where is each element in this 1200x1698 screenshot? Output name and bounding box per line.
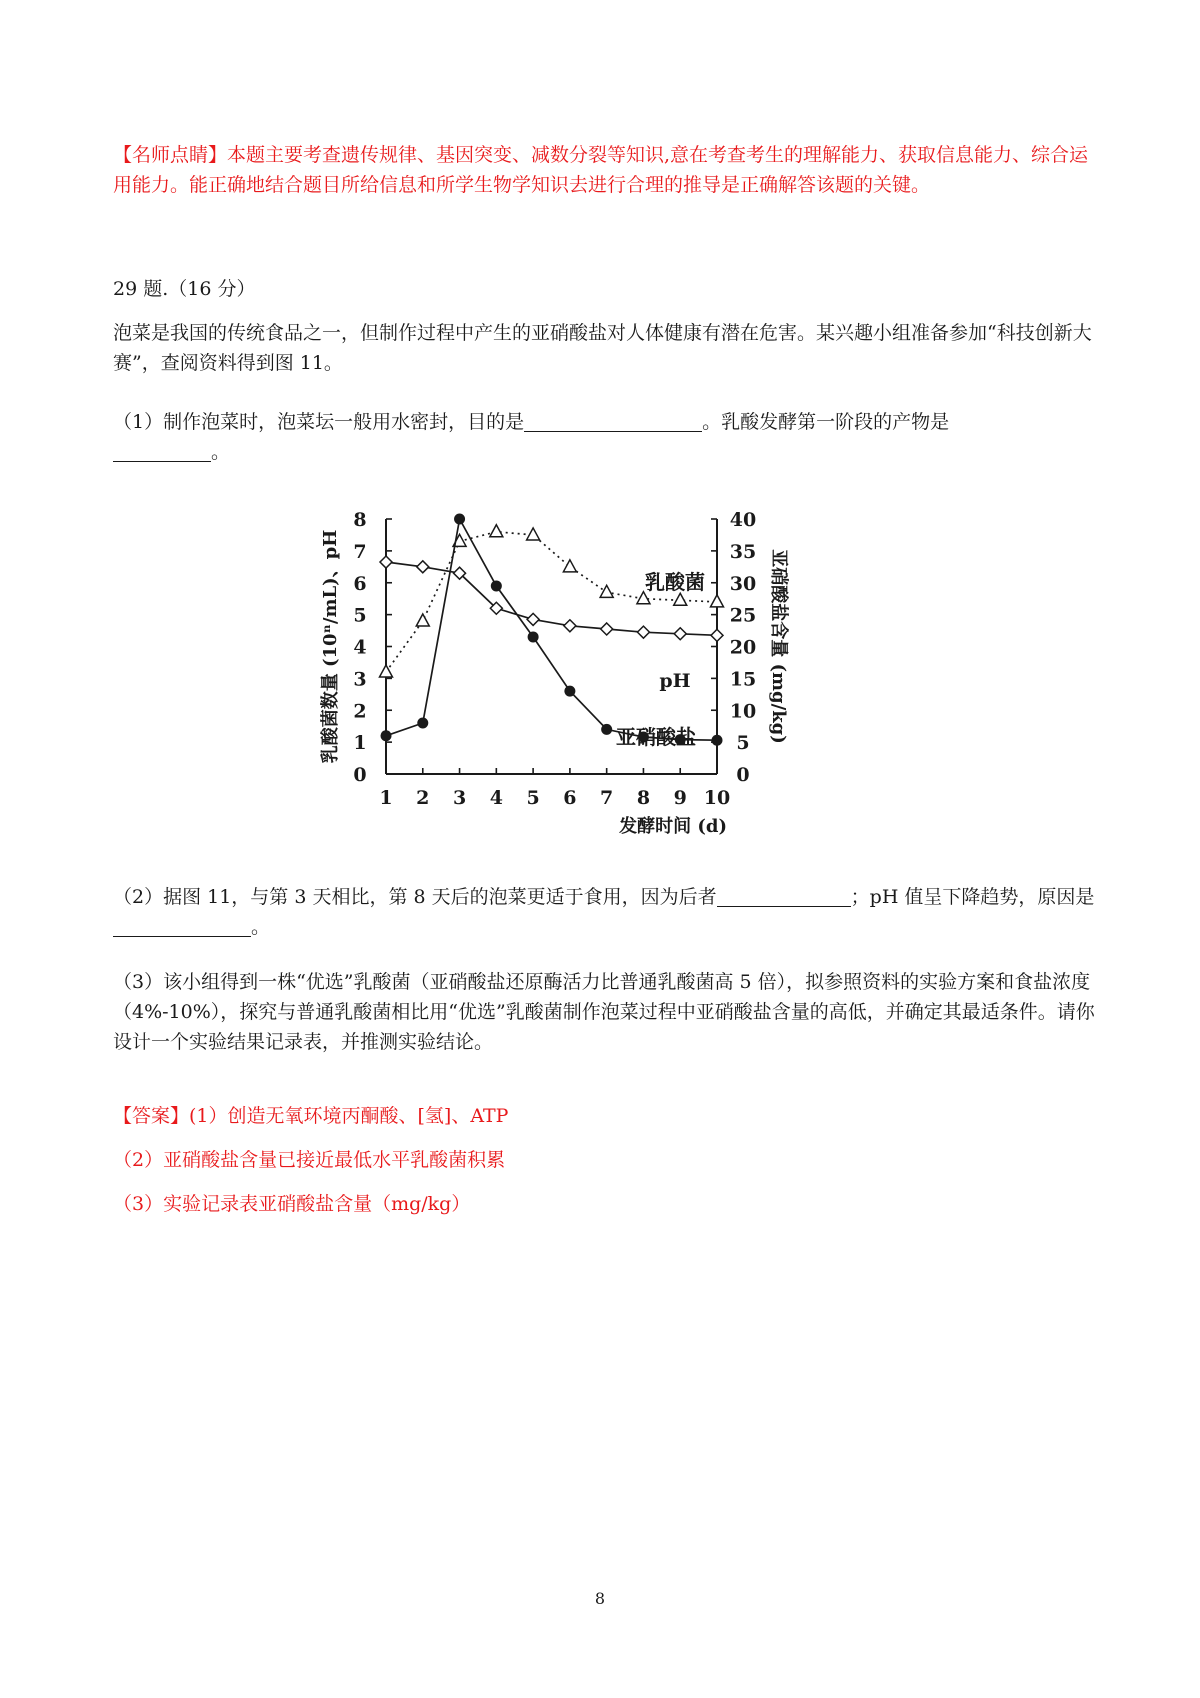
y-right-tick-label: 20 [729, 636, 757, 659]
q1-text-c: 。 [211, 441, 231, 463]
y-right-tick-label: 35 [729, 540, 757, 563]
point-pH [711, 629, 723, 641]
y-right-tick-label: 40 [729, 509, 757, 531]
q2-blank-1 [717, 886, 851, 907]
question-3: （3）该小组得到一株“优选”乳酸菌（亚硝酸盐还原酶活力比普通乳酸菌高 5 倍），拟参照资料的实验方案和食盐浓度（4%-10%），探究与普通乳酸菌相比用“优选”乳酸菌制作泡菜过程中亚硝酸盐含量的高低，并确定其最适条件。请你设计一个实验结果记录表，并推测实验结论。 [113, 971, 1095, 1053]
x-tick-label: 3 [452, 787, 467, 809]
answer-2: （2）亚硝酸盐含量已接近最低水平乳酸菌积累 [113, 1149, 506, 1171]
q2-text-b: ；pH 值呈下降趋势，原因是 [850, 886, 1095, 908]
x-tick-label: 4 [489, 787, 503, 809]
point-亚硝酸盐 [491, 580, 502, 591]
x-tick-label: 5 [526, 787, 540, 809]
point-pH [601, 623, 613, 635]
point-pH [674, 628, 686, 640]
y-right-tick-label: 0 [736, 764, 750, 786]
point-pH [564, 620, 576, 632]
chart-svg [320, 509, 850, 937]
point-乳酸菌 [674, 593, 687, 605]
y-left-tick-label: 1 [353, 732, 367, 755]
y-axis-right-title: 亚硝酸盐含量 (mg/kg) [768, 549, 789, 744]
x-tick-label: 6 [563, 787, 577, 809]
x-tick-label: 1 [379, 787, 393, 809]
point-亚硝酸盐 [417, 718, 428, 729]
point-亚硝酸盐 [601, 724, 612, 735]
point-亚硝酸盐 [381, 730, 392, 741]
question-intro: 泡菜是我国的传统食品之一，但制作过程中产生的亚硝酸盐对人体健康有潜在危害。某兴趣小组准备参加“科技创新大赛”，查阅资料得到图 11。 [113, 322, 1092, 374]
x-tick-label: 10 [703, 787, 731, 809]
q2-text-a: （2）据图 11，与第 3 天相比，第 8 天后的泡菜更适于食用，因为后者 [113, 886, 717, 908]
series-label-pH: pH [659, 670, 691, 692]
series-line-亚硝酸盐 [386, 519, 717, 740]
point-乳酸菌 [527, 528, 540, 540]
q1-blank-1 [524, 411, 702, 432]
y-left-tick-label: 2 [353, 700, 367, 723]
question-1 [113, 407, 1103, 467]
x-axis-title: 发酵时间 (d) [619, 816, 727, 837]
x-tick-label: 2 [416, 787, 430, 809]
teacher-comment: 【名师点睛】本题主要考查遗传规律、基因突变、减数分裂等知识,意在考查考生的理解能力、获取信息能力、综合运用能力。能正确地结合题目所给信息和所学生物学知识去进行合理的推导是正确解答该题的关键。 [113, 144, 1089, 196]
q1-text-a: （1）制作泡菜时，泡菜坛一般用水密封，目的是 [113, 411, 525, 433]
q2-text-c: 。 [251, 916, 271, 938]
point-乳酸菌 [416, 614, 429, 626]
x-tick-label: 7 [600, 787, 614, 809]
y-right-tick-label: 30 [729, 572, 757, 595]
point-乳酸菌 [490, 525, 503, 537]
y-left-tick-label: 5 [353, 604, 367, 627]
page-number: 8 [594, 1589, 606, 1608]
q2-blank-2 [113, 916, 251, 937]
y-right-tick-label: 5 [736, 732, 750, 755]
y-right-tick-label: 10 [729, 700, 757, 723]
y-left-tick-label: 8 [353, 509, 367, 531]
y-left-tick-label: 3 [353, 668, 367, 691]
y-axis-left-title: 乳酸菌数量 (10ⁿ/mL)、pH [320, 529, 341, 764]
point-亚硝酸盐 [454, 514, 465, 525]
point-亚硝酸盐 [712, 735, 723, 746]
question-number: 29 题.（16 分） [113, 278, 256, 300]
point-pH [380, 556, 392, 568]
point-亚硝酸盐 [564, 686, 575, 697]
y-left-tick-label: 7 [353, 540, 367, 563]
q1-text-b: 。乳酸发酵第一阶段的产物是 [702, 411, 950, 433]
series-label-乳酸菌: 乳酸菌 [645, 570, 705, 594]
answer-1: 【答案】(1）创造无氧环境丙酮酸、[氢]、ATP [113, 1105, 509, 1127]
figure-11-chart [320, 509, 850, 937]
y-left-tick-label: 4 [353, 636, 367, 659]
series-label-亚硝酸盐: 亚硝酸盐 [616, 725, 696, 749]
question-2 [113, 882, 1103, 942]
point-乳酸菌 [600, 585, 613, 597]
x-tick-label: 9 [673, 787, 687, 809]
point-乳酸菌 [563, 560, 576, 572]
y-left-tick-label: 0 [353, 764, 367, 786]
point-pH [527, 613, 539, 625]
y-right-tick-label: 25 [729, 604, 757, 627]
point-亚硝酸盐 [528, 631, 539, 642]
q1-blank-2 [113, 441, 211, 462]
y-left-tick-label: 6 [353, 572, 367, 595]
y-right-tick-label: 15 [729, 668, 757, 691]
answer-3: （3）实验记录表亚硝酸盐含量（mg/kg） [113, 1193, 471, 1215]
point-乳酸菌 [711, 595, 724, 607]
point-pH [417, 561, 429, 573]
point-pH [637, 626, 649, 638]
x-tick-label: 8 [636, 787, 651, 809]
